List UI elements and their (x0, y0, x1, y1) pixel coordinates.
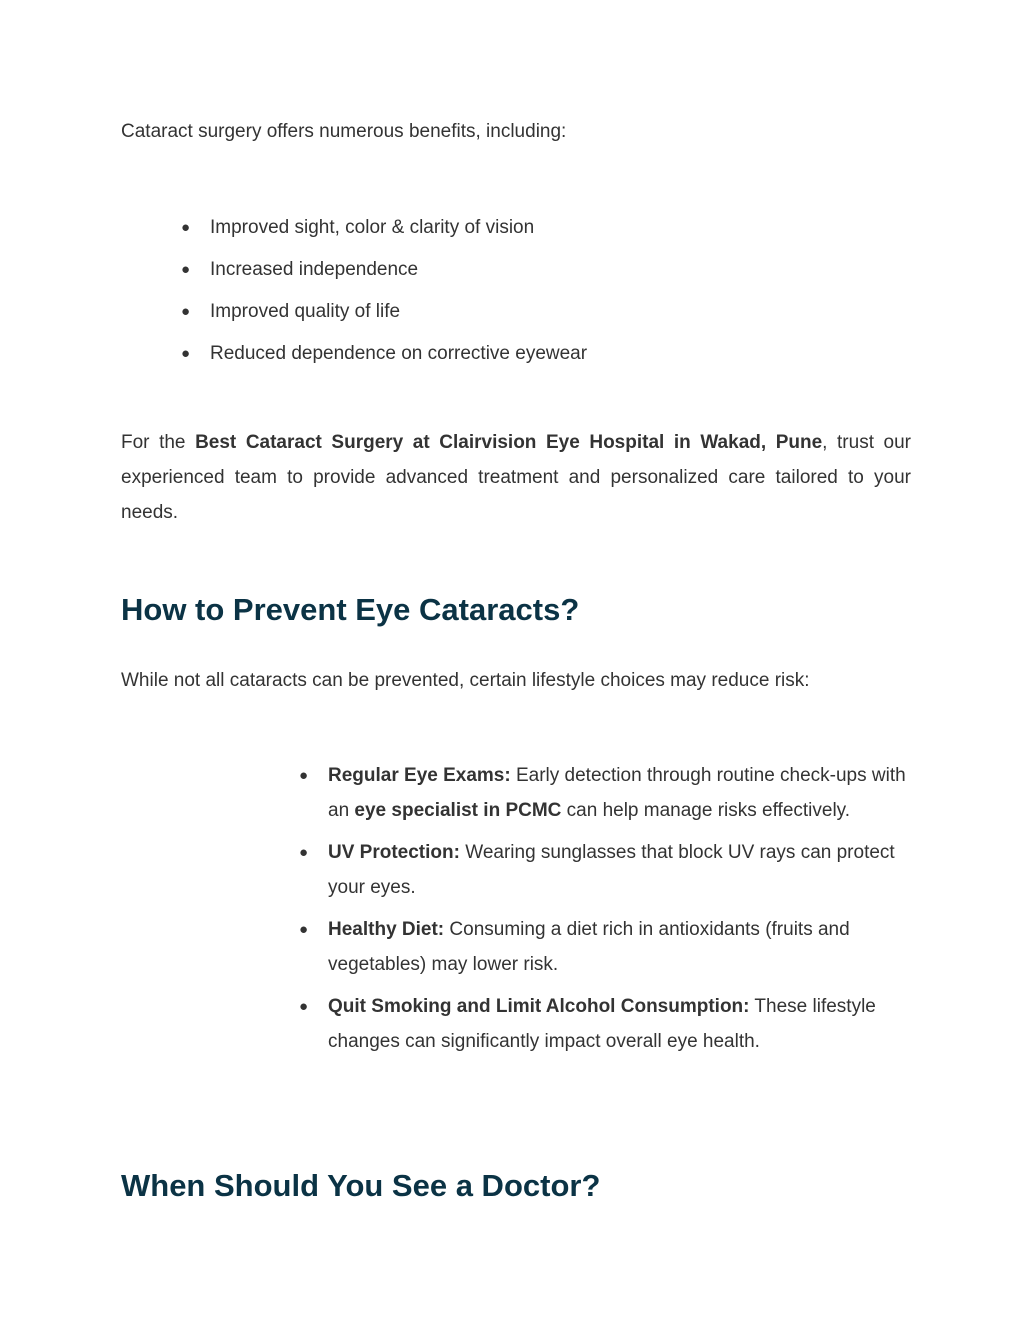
prevent-intro-paragraph: While not all cataracts can be prevented, certain lifestyle choices may reduce risk: (121, 670, 810, 691)
list-item: ● Quit Smoking and Limit Alcohol Consumption: These lifestyle changes can significantly impact overall eye health. (328, 989, 908, 1059)
benefits-list (181, 210, 910, 371)
bullet-icon: ● (299, 844, 309, 861)
list-item: ● Increased independence (210, 252, 910, 287)
list-item: ● Healthy Diet: Consuming a diet rich in antioxidants (fruits and vegetables) may lower risk. (328, 912, 908, 982)
doctor-heading: When Should You See a Doctor? (121, 1168, 601, 1203)
list-item: ● UV Protection: Wearing sunglasses that block UV rays can protect your eyes. (328, 835, 908, 905)
bullet-icon: ● (181, 345, 191, 362)
bullet-icon: ● (181, 261, 191, 278)
bullet-icon: ● (299, 921, 309, 938)
list-item: ● Improved quality of life (210, 294, 910, 329)
list-item: ● Improved sight, color & clarity of vision (210, 210, 910, 245)
bullet-icon: ● (181, 303, 191, 320)
list-item: ● Regular Eye Exams: Early detection through routine check-ups with an eye specialist in PCMC can help manage risks effectively. (328, 758, 908, 828)
promo-link-text: Best Cataract Surgery at Clairvision Eye Hospital in Wakad, Pune (195, 432, 823, 453)
intro-paragraph: Cataract surgery offers numerous benefits, including: (121, 121, 567, 142)
bullet-icon: ● (181, 219, 191, 236)
bullet-icon: ● (299, 998, 309, 1015)
prevention-list (299, 758, 908, 1059)
list-item: ● Reduced dependence on corrective eyewear (210, 336, 910, 371)
bullet-icon: ● (299, 767, 309, 784)
prevent-heading: How to Prevent Eye Cataracts? (121, 592, 580, 627)
promo-paragraph: For the Best Cataract Surgery at Clairvision Eye Hospital in Wakad, Pune, trust our experienced team to provide advanced treatment and personalized care tailored to your needs. (121, 432, 912, 523)
